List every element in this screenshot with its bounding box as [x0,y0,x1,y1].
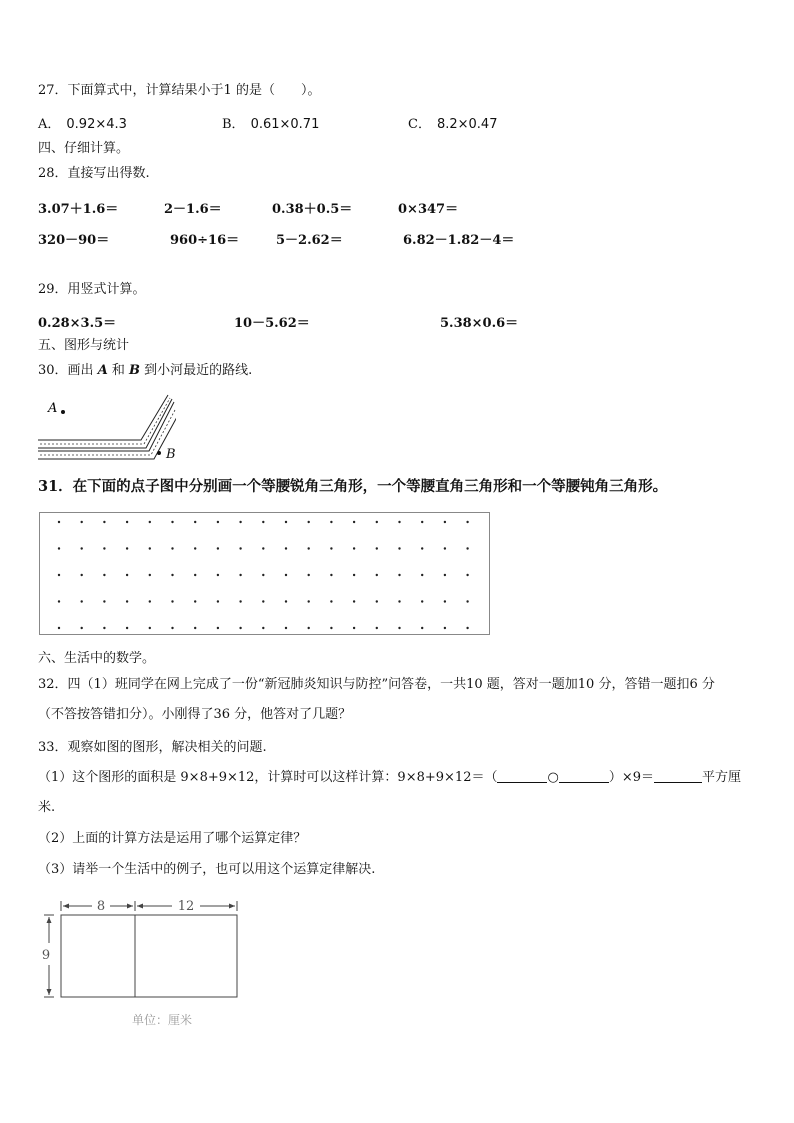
grid-dot[interactable] [308,600,310,602]
q33-part-1 [38,769,741,787]
grid-dot[interactable] [262,574,264,576]
q27-stem: 27．下面算式中，计算结果小于1 的是（ ）。 [38,83,321,98]
grid-dot[interactable] [421,521,423,523]
grid-dot[interactable] [330,627,332,629]
answer-blank[interactable] [497,770,547,783]
grid-dot[interactable] [217,574,219,576]
grid-dot[interactable] [466,574,468,576]
grid-dot[interactable] [398,547,400,549]
grid-dot[interactable] [126,547,128,549]
grid-dot[interactable] [466,627,468,629]
answer-blank[interactable] [559,770,609,783]
point-a-label: A [48,401,58,416]
grid-dot[interactable] [353,627,355,629]
q32-line-1: 32．四（1）班同学在网上完成了一份“新冠肺炎知识与防控”问答卷，一共10 题，答对一题加10 分，答错一题扣6 分 [38,677,715,692]
q33-stem: 33．观察如图的图形，解决相关的问题. [38,740,267,755]
grid-dot[interactable] [81,547,83,549]
q27-option-b[interactable] [222,113,319,132]
option-value: 0.92×4.3 [66,117,127,132]
grid-dot[interactable] [353,574,355,576]
dot-grid[interactable] [39,512,491,636]
grid-dot[interactable] [466,600,468,602]
dimension-width-right: 12 [177,899,195,914]
point-a [61,410,65,414]
grid-dot[interactable] [285,627,287,629]
grid-dot[interactable] [444,600,446,602]
grid-dot[interactable] [149,547,151,549]
grid-dot[interactable] [58,521,60,523]
grid-dot[interactable] [330,521,332,523]
dimension-width-left: 8 [96,899,106,914]
grid-dot[interactable] [308,627,310,629]
point-b [157,451,161,455]
q33-part-3: （3）请举一个生活中的例子，也可以用这个运算定律解决. [38,862,376,877]
q28-item: 0.38＋0.5＝ [272,202,353,217]
grid-dot[interactable] [353,521,355,523]
point-a-symbol: A [97,363,108,378]
grid-dot[interactable] [398,627,400,629]
grid-dot[interactable] [398,600,400,602]
q29-stem: 29．用竖式计算。 [38,282,146,297]
section-6-heading: 六、生活中的数学。 [38,651,156,666]
grid-dot[interactable] [262,521,264,523]
grid-dot[interactable] [444,627,446,629]
grid-dot[interactable] [239,521,241,523]
grid-dot[interactable] [239,547,241,549]
point-b-label: B [166,447,176,462]
q28-item: 6.82－1.82－4＝ [403,233,515,248]
grid-dot[interactable] [353,547,355,549]
grid-dot[interactable] [194,521,196,523]
grid-dot[interactable] [149,574,151,576]
grid-dot[interactable] [466,521,468,523]
section-4-heading: 四、仔细计算。 [38,141,130,156]
grid-dot[interactable] [376,574,378,576]
grid-dot[interactable] [217,547,219,549]
point-b-symbol: B [129,363,141,378]
grid-dot[interactable] [103,600,105,602]
grid-dot[interactable] [81,600,83,602]
grid-dot[interactable] [285,574,287,576]
grid-dot[interactable] [126,521,128,523]
grid-dot[interactable] [194,600,196,602]
grid-dot[interactable] [444,547,446,549]
grid-dot[interactable] [376,521,378,523]
q30-stem-text: 30．画出 [38,363,98,378]
q33-part-1-text: （1）这个图形的面积是 9×8+9×12，计算时可以这样计算：9×8+9×12＝（ [38,770,498,785]
option-label: C． [408,117,431,132]
q28-item: 2－1.6＝ [164,202,222,217]
grid-dot[interactable] [81,521,83,523]
grid-dot[interactable] [308,574,310,576]
grid-dot[interactable] [103,627,105,629]
q30-stem-text: 和 [107,363,130,378]
grid-dot[interactable] [171,521,173,523]
q29-item: 0.28×3.5＝ [38,316,117,331]
q28-stem: 28．直接写出得数. [38,166,150,181]
grid-dot[interactable] [171,574,173,576]
grid-dot[interactable] [58,600,60,602]
grid-dot[interactable] [81,574,83,576]
grid-dot[interactable] [149,600,151,602]
grid-dot[interactable] [330,600,332,602]
q30-stem [38,362,252,380]
grid-dot[interactable] [285,521,287,523]
operator-circle[interactable]: ○ [547,770,559,785]
grid-dot[interactable] [217,627,219,629]
option-value: 0.61×0.71 [250,117,320,132]
grid-dot[interactable] [171,627,173,629]
grid-dot[interactable] [194,574,196,576]
q30-stem-text: 到小河最近的路线. [140,363,253,378]
grid-dot[interactable] [330,547,332,549]
grid-dot[interactable] [126,600,128,602]
grid-dot[interactable] [466,547,468,549]
q33-part-1-text: ）×9＝ [608,770,654,785]
grid-dot[interactable] [376,547,378,549]
answer-blank[interactable] [654,770,702,783]
grid-dot[interactable] [376,600,378,602]
grid-dot[interactable] [81,627,83,629]
q33-part-2: （2）上面的计算方法是运用了哪个运算定律？ [38,831,307,846]
grid-dot[interactable] [421,574,423,576]
grid-dot[interactable] [285,547,287,549]
grid-dot[interactable] [194,627,196,629]
grid-dot[interactable] [126,574,128,576]
option-label: B． [222,117,245,132]
grid-dot[interactable] [217,600,219,602]
grid-dot[interactable] [126,627,128,629]
q28-item: 5－2.62＝ [276,233,343,248]
grid-dot[interactable] [149,627,151,629]
grid-dot[interactable] [353,600,355,602]
grid-dot[interactable] [308,547,310,549]
grid-dot[interactable] [58,627,60,629]
grid-dot[interactable] [444,574,446,576]
unit-label: 单位：厘米 [132,1013,193,1027]
grid-dot[interactable] [398,574,400,576]
q31-stem: 31．在下面的点子图中分别画一个等腰锐角三角形，一个等腰直角三角形和一个等腰钝角三角形。 [38,478,668,495]
option-value: 8.2×0.47 [436,117,498,132]
section-5-heading: 五、图形与统计 [38,338,130,353]
grid-dot[interactable] [421,600,423,602]
option-label: A． [38,117,61,132]
q28-item: 0×347＝ [398,202,459,217]
q33-part-1-line-2: 米. [38,800,56,815]
grid-dot[interactable] [171,600,173,602]
grid-dot[interactable] [421,547,423,549]
grid-dot[interactable] [308,521,310,523]
rectangle-figure [36,893,246,1033]
grid-dot[interactable] [239,627,241,629]
q33-part-1-text: 平方厘 [702,770,742,785]
grid-dot[interactable] [239,574,241,576]
grid-dot[interactable] [103,547,105,549]
grid-dot[interactable] [262,547,264,549]
q29-item: 5.38×0.6＝ [440,316,519,331]
dimension-height: 9 [41,948,51,963]
q28-item: 3.07＋1.6＝ [38,202,119,217]
grid-dot[interactable] [58,574,60,576]
grid-dot[interactable] [285,600,287,602]
grid-dot[interactable] [103,574,105,576]
grid-dot[interactable] [398,521,400,523]
grid-dot[interactable] [262,600,264,602]
grid-dot[interactable] [421,627,423,629]
q27-option-c[interactable] [408,113,497,132]
q28-item: 960÷16＝ [170,233,240,248]
grid-dot[interactable] [330,574,332,576]
grid-dot[interactable] [58,547,60,549]
grid-dot[interactable] [217,521,219,523]
q27-option-a[interactable] [38,113,127,132]
grid-dot[interactable] [376,627,378,629]
grid-dot[interactable] [171,547,173,549]
grid-dot[interactable] [149,521,151,523]
q28-item: 320－90＝ [38,233,110,248]
grid-dot[interactable] [444,521,446,523]
q32-line-2: （不答按答错扣分）。小刚得了36 分，他答对了几题？ [38,707,352,722]
grid-dot[interactable] [262,627,264,629]
river-figure [36,390,176,462]
grid-dot[interactable] [103,521,105,523]
grid-dot[interactable] [194,547,196,549]
grid-dot[interactable] [239,600,241,602]
q29-item: 10－5.62＝ [234,316,310,331]
